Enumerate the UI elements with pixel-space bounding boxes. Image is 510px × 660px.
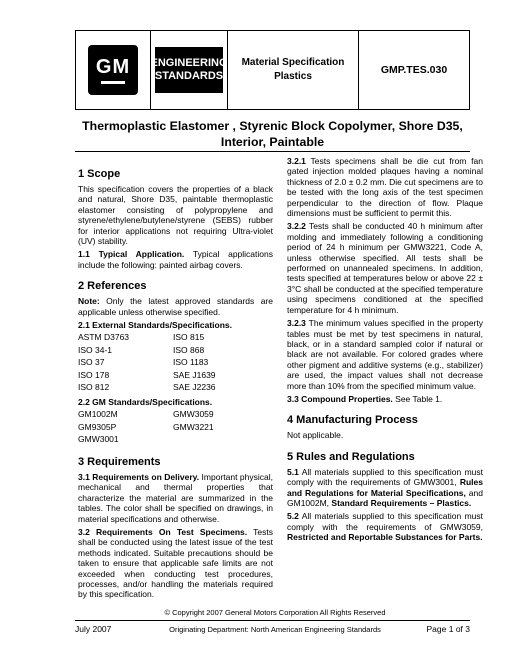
gm-standards-list	[78, 409, 273, 446]
external-standard: ISO 812	[78, 382, 110, 393]
test-specimens-label: 3.2 Requirements On Test Specimens.	[78, 526, 248, 537]
gm-standard: GMW3221	[173, 421, 214, 432]
title-divider	[75, 151, 470, 152]
rules-heading: 5 Rules and Regulations	[287, 450, 415, 463]
external-standard: ISO 1183	[173, 357, 209, 368]
category-cell	[228, 31, 359, 109]
gm-standard: GMW3059	[173, 409, 214, 420]
paragraph-3-3	[287, 394, 483, 404]
requirements-delivery-paragraph	[78, 472, 273, 524]
manufacturing-heading: 4 Manufacturing Process	[287, 414, 418, 427]
category-line-1: Material Specification	[241, 57, 345, 68]
manufacturing-text: Not applicable.	[287, 430, 344, 441]
p33-label: 3.3 Compound Properties.	[287, 393, 393, 404]
references-heading: 2 References	[78, 280, 147, 293]
gm-standard: GMW3001	[78, 434, 119, 445]
document-title	[75, 118, 470, 150]
document-header	[75, 30, 470, 110]
delivery-label: 3.1 Requirements on Delivery.	[78, 471, 200, 482]
external-standard: SAE J2236	[173, 382, 216, 393]
standards-cell	[151, 31, 228, 109]
doc-number-cell	[359, 31, 469, 109]
p51-bold-a: Rules and Regulations for Material Specifications,	[287, 477, 483, 498]
paragraph-5-1	[287, 467, 483, 509]
external-standard: ISO 37	[78, 357, 105, 368]
gm-standard: GM1002M	[78, 409, 118, 420]
test-specimens-text: Tests shall be conducted using the latest issue of the test methods indicated. Suitable precautions should be taken to ensure that applicable safe limits are not exceeded when conducting test procedures, processes, and/or handling the materials required by this specification.	[78, 526, 274, 600]
gm-standards-heading: 2.2 GM Standards/Specifications.	[78, 396, 213, 407]
p51-bold-b: Standard Requirements – Plastics.	[331, 497, 472, 508]
title-line-1: Thermoplastic Elastomer , Styrenic Block Copolymer, Shore D35,	[82, 119, 463, 133]
p323-text: The minimum values specified in the property tables must be met by test specimens in natural, black, or in a standard sampled color if natural or black are not available. For colored grades where other pigment and additive systems (e.g., stabilizer) are used, the impact values shall not decrease more than 10% from the specified minimum value.	[287, 318, 483, 391]
delivery-text: Important physical, mechanical and thermal properties that characterize the material are summarized in the tables. The color shall be specified on drawings, in material specifications and otherwise.	[78, 471, 273, 524]
gm-logo-text: GM	[95, 55, 131, 78]
standards-line-1: ENGINEERING	[150, 57, 228, 69]
note-label: Note:	[78, 296, 100, 307]
right-column	[287, 156, 483, 543]
requirements-heading: 3 Requirements	[78, 455, 161, 468]
p323-label: 3.2.3	[287, 318, 306, 329]
standards-line-2: STANDARDS	[154, 70, 224, 82]
typical-application-text: Typical applications include the following: painted airbag covers.	[78, 249, 273, 270]
scope-text: This specification covers the properties of a black and natural, Shore D35, paintable thermoplastic elastomer consisting of polypropylene and styrene/ethylene/butylene/styrene (SEBS) rubber for interior applications not requiring Ultra-violet (UV) stability.	[78, 184, 273, 247]
references-note	[78, 296, 273, 317]
note-text: Only the latest approved standards are applicable unless otherwise specified.	[78, 296, 273, 317]
paragraph-3-2-3	[287, 318, 483, 391]
gm-logo-underline	[101, 81, 125, 84]
footer-date: July 2007	[75, 624, 112, 634]
external-standard: ASTM D3763	[78, 332, 130, 343]
p33-text: See Table 1.	[392, 393, 443, 404]
paragraph-5-2	[287, 511, 483, 542]
p52-text-a: All materials supplied to this specification must comply with the requirements of GMW3059,	[287, 511, 483, 532]
typical-application-label: 1.1 Typical Application.	[78, 249, 185, 260]
scope-heading: 1 Scope	[78, 168, 121, 180]
external-standard: SAE J1639	[173, 369, 216, 380]
external-standard: ISO 34-1	[78, 344, 113, 355]
external-standards-list	[78, 332, 273, 394]
engineering-standards-badge	[150, 47, 228, 93]
p52-bold-a: Restricted and Reportable Substances for Parts.	[287, 532, 483, 543]
title-line-2: Interior, Paintable	[220, 135, 325, 149]
gm-standard: GM9305P	[78, 421, 117, 432]
page-number: Page 1 of 3	[426, 624, 470, 634]
copyright-notice: © Copyright 2007 General Motors Corporation All Rights Reserved	[164, 608, 386, 617]
gm-logo	[88, 45, 138, 95]
footer-department: Originating Department: North American Engineering Standards	[169, 625, 381, 634]
p321-text: Tests specimens shall be die cut from fan gated injection molded plaques having a nominal thickness of 2.0 ± 0.2 mm. Die cut specimens are to be tested with the long axis of the test specimen perpendicular to the direction of flow. Plaque dimensions must be sufficient to permit this.	[287, 156, 483, 219]
footer-divider	[75, 620, 470, 621]
p51-text-a: All materials supplied to this specification must comply with the requirements of GMW3001,	[287, 466, 483, 488]
logo-cell	[76, 31, 151, 109]
doc-number: GMP.TES.030	[380, 64, 448, 76]
p322-text: Tests shall be conducted 40 h minimum after molding and immediately following a conditioning period of 24 h minimum per GMW3221, Code A, unless otherwise specified. All tests shall be performed on unannealed specimens. In addition, tests specified at temperatures below or above 22 ± 3°C shall be conducted at the specified temperature using specimens conditioned at the specified temperature for 4 h minimum.	[287, 221, 483, 315]
external-standard: ISO 868	[173, 344, 205, 355]
external-standard: ISO 815	[173, 332, 205, 343]
p322-label: 3.2.2	[287, 221, 306, 232]
p321-label: 3.2.1	[287, 156, 306, 166]
external-standard: ISO 178	[78, 369, 110, 380]
test-specimens-paragraph	[78, 527, 273, 600]
p51-text-b: and GM1002M,	[287, 487, 483, 508]
paragraph-3-2-1	[287, 156, 483, 218]
p52-label: 5.2	[287, 511, 299, 522]
left-column	[78, 156, 273, 600]
external-standards-heading: 2.1 External Standards/Specifications.	[78, 320, 233, 331]
p51-label: 5.1	[287, 466, 299, 477]
category-line-2: Plastics	[274, 71, 312, 82]
gm-standard	[173, 434, 273, 446]
paragraph-3-2-2	[287, 221, 483, 315]
typical-application-paragraph	[78, 249, 273, 270]
